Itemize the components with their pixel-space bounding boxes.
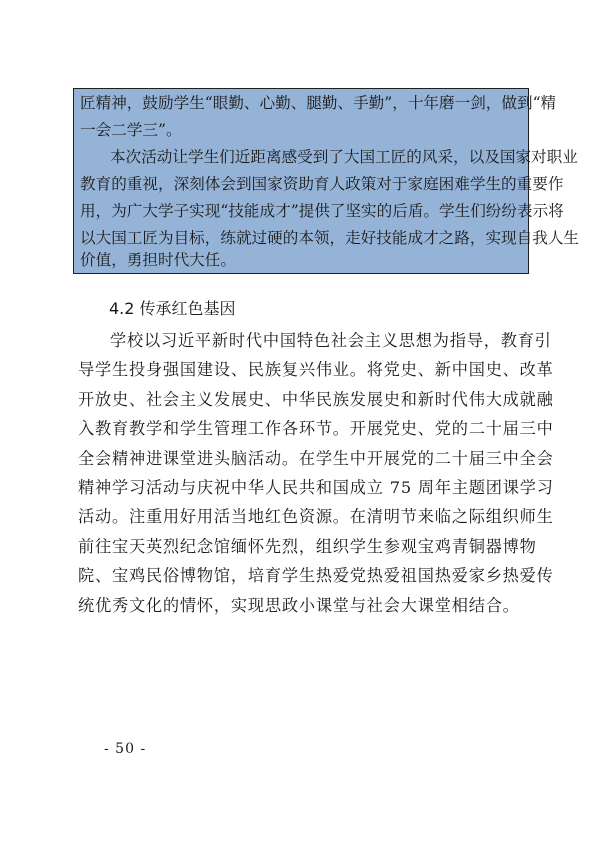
paragraph-line: 入教育教学和学生管理工作各环节。开展党史、党的二十届三中: [78, 419, 554, 438]
paragraph-line: 院、宝鸡民俗博物馆，培育学生热爱党热爱祖国热爱家乡热爱传: [78, 566, 554, 585]
paragraph-line: 学校以习近平新时代中国特色社会主义思想为指导，教育引: [110, 331, 552, 350]
excerpt-line: 一会二学三”。: [80, 121, 182, 139]
excerpt-line: 教育的重视，深刻体会到国家资助育人政策对于家庭困难学生的重要作: [80, 175, 564, 193]
paragraph-line: 精神学习活动与庆祝中华人民共和国成立 75 周年主题团课学习: [78, 478, 554, 497]
highlighted-excerpt-box: [73, 88, 580, 274]
excerpt-line: 用，为广大学子实现“技能成才”提供了坚实的后盾。学生们纷纷表示将: [80, 202, 564, 220]
paragraph-line: 导学生投身强国建设、民族复兴伟业。将党史、新中国史、改革: [78, 360, 554, 379]
paragraph-line: 活动。注重用好用活当地红色资源。在清明节来临之际组织师生: [78, 507, 554, 526]
page-number: - 50 -: [104, 741, 147, 757]
excerpt-line: 本次活动让学生们近距离感受到了大国工匠的风采，以及国家对职业: [110, 148, 578, 166]
paragraph-line: 统优秀文化的情怀，实现思政小课堂与社会大课堂相结合。: [78, 596, 520, 615]
paragraph-line: 前往宝天英烈纪念馆缅怀先烈，组织学生参观宝鸡青铜器博物: [78, 537, 537, 556]
paragraph-line: 开放史、社会主义发展史、中华民族发展史和新时代伟大成就融: [78, 390, 554, 409]
excerpt-line: 价值，勇担时代大任。: [80, 251, 236, 269]
excerpt-line: 以大国工匠为目标，练就过硬的本领，走好技能成才之路，实现自我人生: [80, 229, 580, 247]
excerpt-line: 匠精神，鼓励学生“眼勤、心勤、腿勤、手勤”，十年磨一剑，做到“精: [80, 94, 557, 112]
paragraph-line: 全会精神进课堂进头脑活动。在学生中开展党的二十届三中全会: [78, 449, 554, 468]
section-heading: 4.2 传承红色基因: [109, 299, 236, 318]
